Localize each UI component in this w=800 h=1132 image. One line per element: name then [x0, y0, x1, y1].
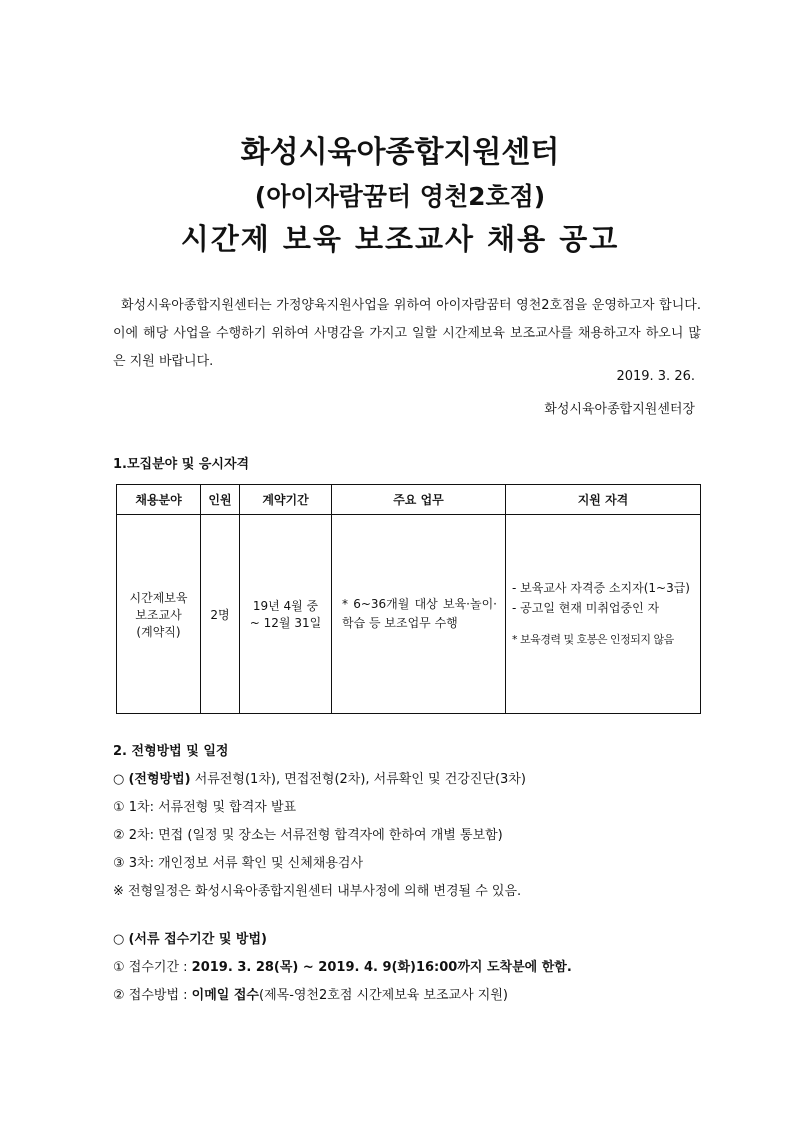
title-line-3: 시간제 보육 보조교사 채용 공고	[180, 222, 620, 256]
step-2: ② 2차: 면접 (일정 및 장소는 서류전형 합격자에 한하여 개별 통보함)	[113, 828, 503, 843]
table-header-row	[117, 485, 701, 515]
notice-date: 2019. 3. 26.	[616, 369, 695, 384]
receipt-heading-line	[113, 926, 713, 954]
duties-cell: * 6~36개월 대상 보육·놀이·학습 등 보조업무 수행	[332, 515, 506, 714]
title-line-2: (아이자람꿈터 영천2호점)	[254, 182, 546, 211]
qualification-note: * 보육경력 및 호봉은 인정되지 않음	[512, 633, 674, 646]
qualification-item: - 보육교사 자격증 소지자(1~3급)	[512, 581, 690, 595]
receipt-method-value: 이메일 접수	[191, 988, 259, 1003]
period-start: 19년 4월 중	[252, 599, 319, 613]
receipt-heading: (서류 접수기간 및 방법)	[128, 932, 267, 947]
intro-paragraph: 화성시육아종합지원센터는 가정양육지원사업을 위하여 아이자람꿈터 영천2호점을 운영하고자 합니다. 이에 해당 사업을 수행하기 위하여 사명감을 가지고 일할 시간제보육 보조교사를 채용하고자 하오니 많은 지원 바랍니다.	[113, 298, 701, 369]
field-name: 시간제보육	[129, 590, 188, 605]
title-line-1: 화성시육아종합지원센터	[240, 135, 560, 170]
section2-heading: 2. 전형방법 및 일정	[113, 744, 229, 759]
step-1: ① 1차: 서류전형 및 합격자 발표	[113, 800, 297, 815]
column-header: 주요 업무	[332, 485, 506, 515]
bullet-mark: ○	[113, 932, 129, 947]
period-cell	[240, 515, 332, 714]
section2	[113, 738, 713, 1010]
notice-signer: 화성시육아종합지원센터장	[544, 402, 695, 417]
step-3: ③ 3차: 개인정보 서류 확인 및 신체채용검사	[113, 856, 364, 871]
employment-type: (계약직)	[136, 624, 181, 639]
receipt-period-label: ① 접수기간 :	[113, 960, 192, 975]
column-header: 지원 자격	[506, 485, 701, 515]
headcount-cell: 2명	[201, 515, 240, 714]
table-row	[117, 515, 701, 714]
receipt-period-value: 2019. 3. 28(목) ~ 2019. 4. 9(화)16:00까지 도착분에 한함.	[191, 960, 572, 975]
period-end: ~ 12월 31일	[249, 616, 322, 630]
field-cell	[117, 515, 201, 714]
schedule-note: ※ 전형일정은 화성시육아종합지원센터 내부사정에 의해 변경될 수 있음.	[113, 884, 522, 899]
column-header: 인원	[201, 485, 240, 515]
receipt-method-line	[113, 982, 713, 1010]
receipt-method-label: ② 접수방법 :	[113, 988, 192, 1003]
column-header: 채용분야	[117, 485, 201, 515]
recruitment-table	[116, 484, 701, 714]
section1-heading: 1.모집분야 및 응시자격	[113, 457, 250, 472]
method-text: 서류전형(1차), 면접전형(2차), 서류확인 및 건강진단(3차)	[190, 772, 526, 787]
field-name: 보조교사	[135, 607, 182, 622]
qualification-item: - 공고일 현재 미취업중인 자	[512, 601, 660, 615]
receipt-method-detail: (제목-영천2호점 시간제보육 보조교사 지원)	[259, 988, 508, 1003]
qualifications-cell	[506, 515, 701, 714]
column-header: 계약기간	[240, 485, 332, 515]
selection-method-line	[113, 766, 713, 794]
bullet-mark: ○	[113, 772, 129, 787]
method-label: (전형방법)	[128, 772, 191, 787]
receipt-period-line	[113, 954, 713, 982]
